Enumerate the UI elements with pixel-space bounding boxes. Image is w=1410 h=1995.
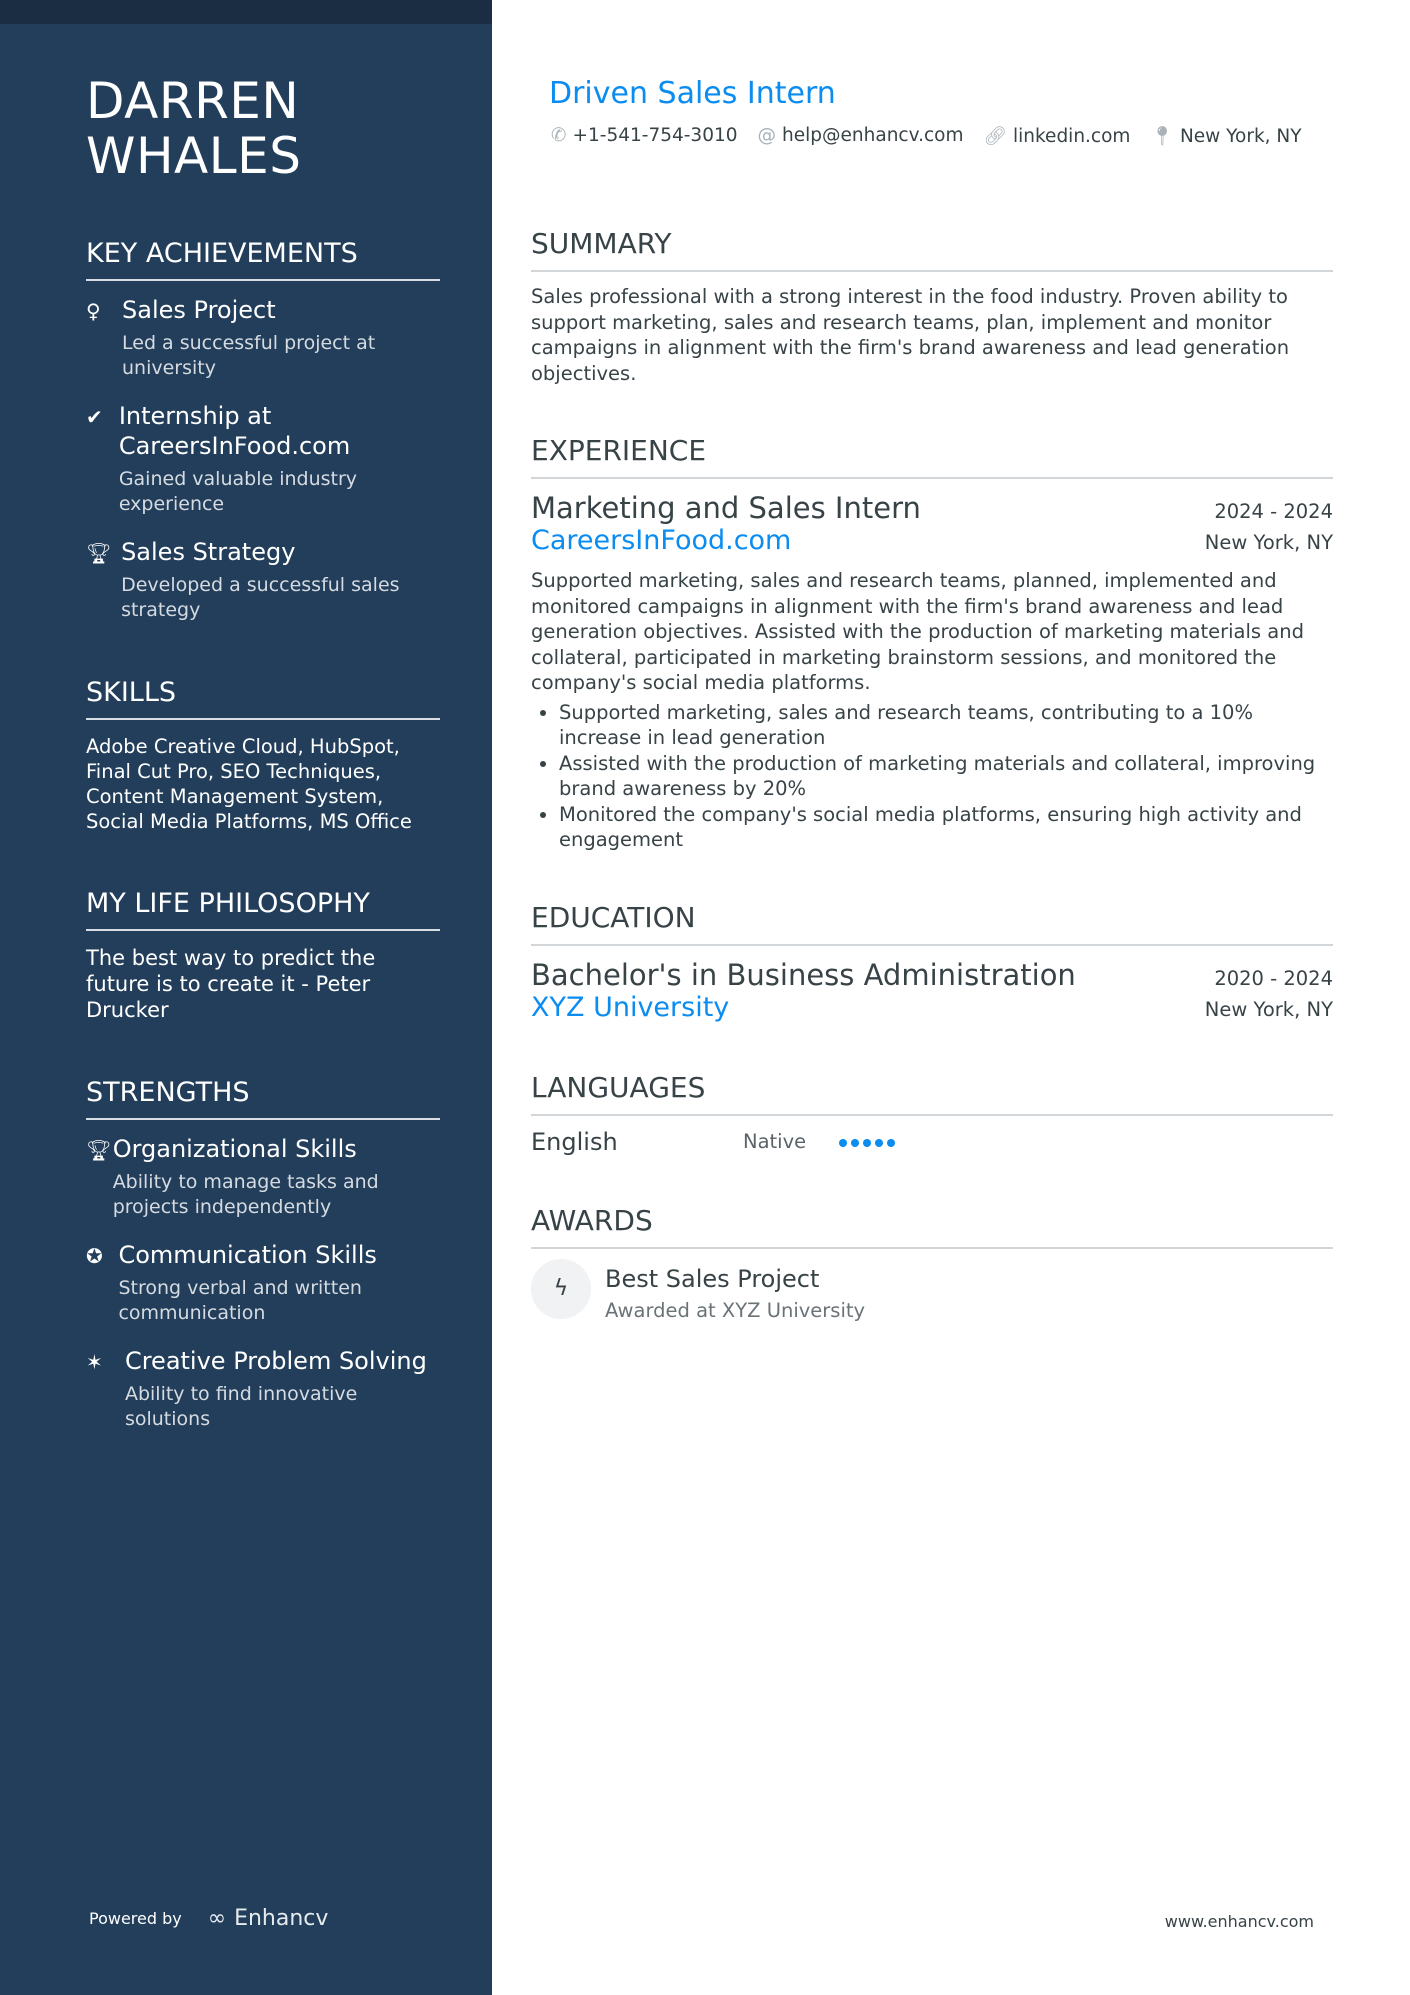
location-text: New York, NY: [1179, 126, 1302, 147]
experience-company-row: [531, 525, 1333, 556]
award-title: Best Sales Project: [605, 1264, 820, 1293]
strength-item: [86, 1240, 440, 1326]
bullet: • Assisted with the production of marketing materials and collateral, improving brand awareness by 20%: [559, 751, 1333, 802]
strength-desc: Strong verbal and written communication: [118, 1277, 362, 1324]
skills-heading: SKILLS: [86, 677, 440, 720]
education-school-row: [531, 992, 1333, 1023]
company-location: New York, NY: [1204, 531, 1333, 554]
location-pin-icon: 📍︎: [1150, 126, 1174, 147]
email[interactable]: [758, 125, 964, 147]
achievement-title: Internship at CareersInFood.com: [118, 402, 351, 460]
name-first: DARREN: [86, 72, 300, 130]
summary-text: Sales professional with a strong interest in the food industry. Proven ability to support marketing, sales and research teams, plan, implement and monitor campaigns in alignment with the firm's brand awareness and lead generation objectives.: [531, 285, 1290, 385]
phone-text: +1-541-754-3010: [572, 125, 738, 146]
brand-name: Enhancv: [234, 1906, 329, 1931]
strength-item: [86, 1346, 440, 1432]
language-name: English: [531, 1127, 618, 1156]
language-rating: [839, 1132, 899, 1151]
achievement-title: Sales Strategy: [121, 538, 296, 566]
strength-item: [86, 1134, 440, 1220]
achievement-item: [86, 295, 440, 381]
link-text: linkedin.com: [1013, 126, 1131, 147]
magic-wand-icon: ✶: [86, 1350, 103, 1374]
rating-dot: [875, 1139, 883, 1147]
degree: Bachelor's in Business Administration: [531, 957, 1076, 992]
strengths-heading: STRENGTHS: [86, 1077, 440, 1120]
achievement-item: [86, 537, 440, 623]
achievement-title: Sales Project: [122, 296, 276, 324]
strength-title: Organizational Skills: [112, 1135, 357, 1163]
location: [1150, 125, 1301, 147]
achievement-desc: Developed a successful sales strategy: [121, 574, 400, 621]
philosophy-text: The best way to predict the future is to create it - Peter Drucker: [86, 946, 376, 1022]
strength-title: Communication Skills: [118, 1241, 377, 1269]
experience-header: [531, 479, 1333, 525]
language-item: [531, 1128, 1333, 1156]
job-title: Driven Sales Intern: [549, 76, 836, 111]
name-last: WHALES: [86, 127, 302, 185]
enhancv-logo[interactable]: [208, 1906, 329, 1931]
award-desc: Awarded at XYZ University: [605, 1298, 866, 1322]
school-name: XYZ University: [531, 991, 730, 1023]
language-level: Native: [743, 1130, 807, 1153]
check-icon: ✔: [86, 405, 103, 429]
experience-bullets: [559, 700, 1333, 853]
award-item: [531, 1259, 1333, 1322]
lightbulb-icon: ♀: [86, 299, 101, 323]
link-icon: 🔗︎: [983, 126, 1007, 147]
summary-heading: SUMMARY: [531, 227, 1333, 272]
experience-desc: Supported marketing, sales and research teams, planned, implemented and monitored campaigns in alignment with the firm's brand awareness and lead generation objectives. Assisted with the production of marketing materials and collateral, participated in marketing brainstorm sessions, and monitored the company's social media platforms.: [531, 569, 1304, 694]
email-text: help@enhancv.com: [782, 125, 964, 146]
languages-heading: LANGUAGES: [531, 1071, 1333, 1116]
enhancv-logo-icon: ∞: [207, 1906, 227, 1931]
experience-heading: EXPERIENCE: [531, 434, 1333, 479]
awards-heading: AWARDS: [531, 1204, 1333, 1249]
top-strip: [0, 0, 492, 24]
footer-url[interactable]: www.enhancv.com: [1164, 1912, 1314, 1931]
strength-desc: Ability to manage tasks and projects independently: [112, 1171, 379, 1218]
linkedin[interactable]: [984, 125, 1131, 147]
contact-info: [551, 125, 1333, 147]
role-title: Marketing and Sales Intern: [531, 491, 921, 525]
achievement-desc: Gained valuable industry experience: [118, 468, 358, 515]
strengths-list: [86, 1134, 440, 1432]
trophy-icon: 🏆︎: [86, 1138, 112, 1162]
sidebar: [0, 0, 492, 1995]
strength-title: Creative Problem Solving: [124, 1347, 427, 1375]
philosophy-heading: MY LIFE PHILOSOPHY: [86, 888, 440, 931]
achievement-desc: Led a successful project at university: [122, 332, 376, 379]
skills-text: Adobe Creative Cloud, HubSpot, Final Cut Pro, SEO Techniques, Content Management System, Social Media Platforms, MS Office: [86, 735, 412, 833]
rating-dot: [887, 1139, 895, 1147]
medal-icon: ✪: [86, 1244, 103, 1268]
achievements-list: [86, 295, 440, 623]
powered-by: [89, 1906, 328, 1931]
bullet: • Supported marketing, sales and research teams, contributing to a 10% increase in lead generation: [559, 700, 1333, 751]
education-heading: EDUCATION: [531, 901, 1333, 946]
rating-dot: [863, 1139, 871, 1147]
achievement-item: [86, 401, 440, 517]
achievements-heading: KEY ACHIEVEMENTS: [86, 238, 440, 281]
candidate-name: [86, 74, 440, 184]
strength-desc: Ability to find innovative solutions: [124, 1383, 358, 1430]
rating-dot: [851, 1139, 859, 1147]
school-location: New York, NY: [1204, 997, 1333, 1021]
phone-icon: ✆: [551, 125, 567, 146]
role-dates: 2024 - 2024: [1214, 500, 1333, 523]
trophy-icon: 🏆︎: [86, 541, 112, 565]
at-icon: @: [757, 125, 777, 146]
phone: [551, 125, 738, 147]
education-header: [531, 946, 1333, 992]
rating-dot: [839, 1139, 847, 1147]
bullet: • Monitored the company's social media platforms, ensuring high activity and engagement: [559, 802, 1333, 853]
education-dates: 2020 - 2024: [1214, 966, 1333, 990]
main-content: [531, 0, 1333, 1322]
powered-by-label: Powered by: [89, 1909, 182, 1928]
company-name: CareersInFood.com: [531, 525, 792, 556]
lightning-icon: ϟ: [531, 1259, 591, 1319]
